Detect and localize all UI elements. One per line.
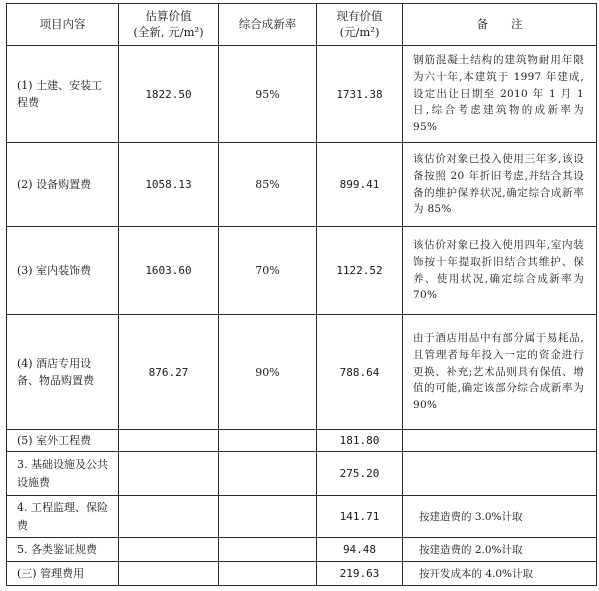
row-rate: 95%	[219, 46, 317, 143]
table-row	[7, 46, 597, 143]
row-item: 5. 各类鉴证规费	[7, 538, 119, 562]
header-current-line2: (元/m²)	[339, 24, 380, 39]
row-current: 181.80	[317, 430, 403, 452]
table-row	[7, 227, 597, 315]
header-current-line1: 现有价值	[336, 8, 383, 23]
row-note: 按开发成本的 4.0%计取	[403, 562, 597, 586]
table-row	[7, 452, 597, 496]
header-item: 项目内容	[7, 4, 119, 46]
row-estimate: 876.27	[119, 315, 219, 430]
table-row	[7, 496, 597, 538]
header-current	[317, 4, 403, 46]
row-estimate	[119, 452, 219, 496]
row-estimate: 1603.60	[119, 227, 219, 315]
table-row	[7, 315, 597, 430]
row-current: 141.71	[317, 496, 403, 538]
row-note: 按建造费的 2.0%计取	[403, 538, 597, 562]
row-rate: 85%	[219, 143, 317, 227]
row-current: 1122.52	[317, 227, 403, 315]
row-current: 899.41	[317, 143, 403, 227]
row-rate: 90%	[219, 315, 317, 430]
row-item: (5) 室外工程费	[7, 430, 119, 452]
row-estimate	[119, 496, 219, 538]
row-rate	[219, 430, 317, 452]
row-item: 4. 工程监理、保险费	[7, 496, 119, 538]
row-item: (1) 土建、安装工程费	[7, 46, 119, 143]
row-note	[403, 430, 597, 452]
row-current: 94.48	[317, 538, 403, 562]
row-current: 1731.38	[317, 46, 403, 143]
row-rate	[219, 452, 317, 496]
row-note	[403, 452, 597, 496]
header-estimate-line2: (全新, 元/m²)	[133, 24, 204, 39]
row-rate: 70%	[219, 227, 317, 315]
row-rate	[219, 496, 317, 538]
row-current: 219.63	[317, 562, 403, 586]
row-note: 由于酒店用品中有部分属于易耗品,且管理者每年投入一定的资金进行更换、补充;艺术品则具有保值、增值的可能,确定该部分综合成新率为 90%	[403, 315, 597, 430]
row-estimate: 1822.50	[119, 46, 219, 143]
row-note: 按建造费的 3.0%计取	[403, 496, 597, 538]
header-rate: 综合成新率	[219, 4, 317, 46]
valuation-table	[6, 3, 597, 586]
table-row	[7, 562, 597, 586]
row-rate	[219, 538, 317, 562]
row-estimate	[119, 430, 219, 452]
row-estimate	[119, 562, 219, 586]
valuation-table-container	[6, 3, 597, 586]
row-note: 钢筋混凝土结构的建筑物耐用年限为六十年,本建筑于 1997 年建成,设定出让日期至 2010 年 1 月 1 日,综合考虑建筑物的成新率为 95%	[403, 46, 597, 143]
row-note: 该估价对象已投入使用三年多,该设备按照 20 年折旧考虑,并结合其设备的维护保养状况,确定综合成新率为 85%	[403, 143, 597, 227]
row-estimate	[119, 538, 219, 562]
row-estimate: 1058.13	[119, 143, 219, 227]
header-row	[7, 4, 597, 46]
row-current: 275.20	[317, 452, 403, 496]
table-row	[7, 430, 597, 452]
table-row	[7, 538, 597, 562]
header-estimate-line1: 估算价值	[145, 8, 192, 23]
row-item: (3) 室内装饰费	[7, 227, 119, 315]
row-note: 该估价对象已投入使用四年,室内装饰按十年提取折旧结合其维护、保养、使用状况,确定综合成新率为 70%	[403, 227, 597, 315]
header-note: 备 注	[403, 4, 597, 46]
table-row	[7, 143, 597, 227]
row-item: 3. 基础设施及公共设施费	[7, 452, 119, 496]
row-rate	[219, 562, 317, 586]
row-current: 788.64	[317, 315, 403, 430]
row-item: (2) 设备购置费	[7, 143, 119, 227]
header-estimate	[119, 4, 219, 46]
row-item: (4) 酒店专用设备、物品购置费	[7, 315, 119, 430]
row-item: (三) 管理费用	[7, 562, 119, 586]
